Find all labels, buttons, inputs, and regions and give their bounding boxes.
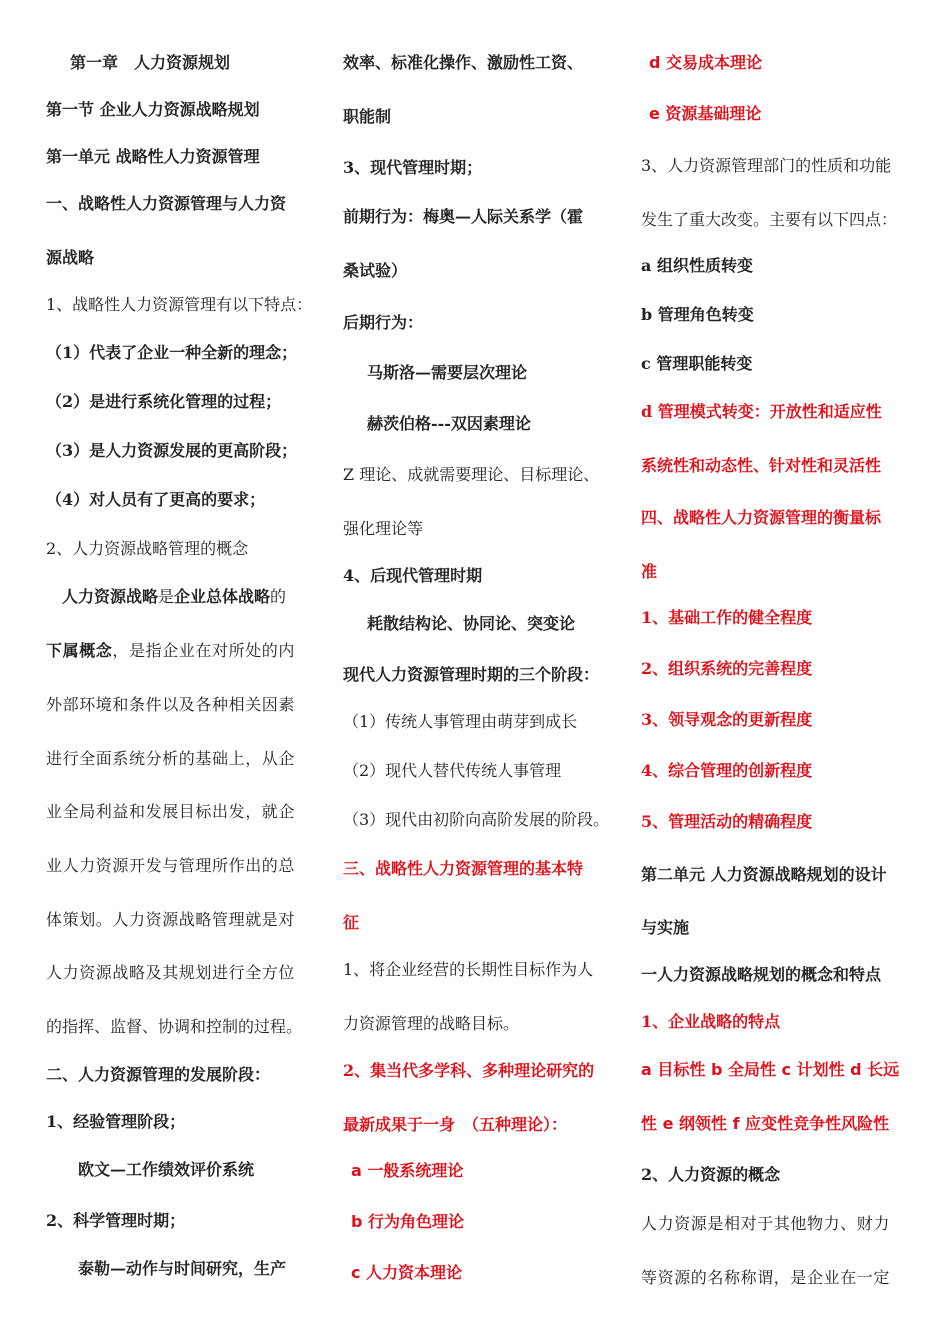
change-a: a 组织性质转变 xyxy=(641,256,753,275)
heading-4-line-2: 准 xyxy=(641,562,658,581)
unit-2-point-2: 2、人力资源的概念 xyxy=(641,1165,781,1184)
characteristic-2-line-2: 最新成果于一身 （五种理论）： xyxy=(343,1115,568,1134)
chapter-title: 第一章 人力资源规划 xyxy=(70,53,231,72)
section-title: 第一节 企业人力资源战略规划 xyxy=(46,100,260,119)
three-stages-2: （2）现代人替代传统人事管理 xyxy=(343,761,562,780)
text-is: 是 xyxy=(158,587,175,606)
early-behavior-line-2: 桑试验） xyxy=(343,261,408,280)
feature-3: （3）是人力资源发展的更高阶段； xyxy=(46,441,298,460)
stage-3: 3、现代管理时期； xyxy=(343,158,483,177)
characteristic-1-line-1: 1、将企业经营的长期性目标作为人 xyxy=(343,960,594,979)
definition-line-3: 外部环境和条件以及各种相关因素 xyxy=(46,695,296,714)
heading-3-line-2: 征 xyxy=(343,913,360,932)
heading-1-line-1: 一、战略性人力资源管理与人力资 xyxy=(46,194,287,213)
stage-4: 4、后现代管理时期 xyxy=(343,566,483,585)
stage-2: 2、科学管理时期； xyxy=(46,1211,186,1230)
stage-4-item: 耗散结构论、协同论、突变论 xyxy=(367,614,576,633)
measure-4: 4、综合管理的创新程度 xyxy=(641,761,813,780)
heading-4-line-1: 四、战略性人力资源管理的衡量标 xyxy=(641,508,882,527)
strategy-traits-line-1: a 目标性 b 全局性 c 计划性 d 长远 xyxy=(641,1060,900,1079)
unit-2-heading-1: 一人力资源战略规划的概念和特点 xyxy=(641,965,882,984)
measure-3: 3、领导观念的更新程度 xyxy=(641,710,813,729)
characteristic-1-line-2: 力资源管理的战略目标。 xyxy=(343,1014,520,1033)
definition-line-1 xyxy=(62,587,286,607)
three-stages-heading: 现代人力资源管理时期的三个阶段： xyxy=(343,665,600,684)
unit-2-title-line-2: 与实施 xyxy=(641,918,690,937)
heading-3-line-1: 三、战略性人力资源管理的基本特 xyxy=(343,859,584,878)
other-theories-line-2: 强化理论等 xyxy=(343,519,424,538)
unit-title: 第一单元 战略性人力资源管理 xyxy=(46,147,260,166)
maslow-theory: 马斯洛—需要层次理论 xyxy=(367,363,528,382)
unit-2-point-1: 1、企业战略的特点 xyxy=(641,1012,781,1031)
change-d-line-1: d 管理模式转变：开放性和适应性 xyxy=(641,402,882,421)
late-behavior: 后期行为： xyxy=(343,313,424,332)
paragraph-2: 2、人力资源战略管理的概念 xyxy=(46,539,249,558)
feature-2: （2）是进行系统化管理的过程； xyxy=(46,392,282,411)
theory-a: a 一般系统理论 xyxy=(351,1161,464,1180)
definition-line-2 xyxy=(46,641,295,661)
paragraph-1: 1、战略性人力资源管理有以下特点： xyxy=(46,295,313,314)
theory-d: d 交易成本理论 xyxy=(649,53,763,72)
paragraph-3-line-1: 3、人力资源管理部门的性质和功能 xyxy=(641,156,892,175)
paragraph-3-line-2: 发生了重大改变。主要有以下四点： xyxy=(641,210,898,229)
term-hr-strategy: 人力资源战略 xyxy=(62,587,159,606)
herzberg-theory: 赫茨伯格---双因素理论 xyxy=(367,414,531,433)
change-b: b 管理角色转变 xyxy=(641,305,754,324)
measure-5: 5、管理活动的精确程度 xyxy=(641,812,813,831)
definition-line-7: 体策划。人力资源战略管理就是对 xyxy=(46,910,296,929)
definition-line-6: 业人力资源开发与管理所作出的总 xyxy=(46,856,296,875)
change-c: c 管理职能转变 xyxy=(641,354,753,373)
three-stages-3: （3）现代由初阶向高阶发展的阶段。 xyxy=(343,810,610,829)
theory-e: e 资源基础理论 xyxy=(649,104,762,123)
hr-concept-line-1: 人力资源是相对于其他物力、财力 xyxy=(641,1214,891,1233)
three-stages-1: （1）传统人事管理由萌芽到成长 xyxy=(343,712,578,731)
measure-1: 1、基础工作的健全程度 xyxy=(641,608,813,627)
early-behavior-line-1: 前期行为：梅奥—人际关系学（霍 xyxy=(343,207,584,226)
characteristic-2-line-1: 2、集当代多学科、多种理论研究的 xyxy=(343,1061,595,1080)
term-overall-strategy: 企业总体战略 xyxy=(174,587,271,606)
definition-line-8: 人力资源战略及其规划进行全方位 xyxy=(46,963,296,982)
theory-c: c 人力资本理论 xyxy=(351,1263,463,1282)
definition-line-9: 的指挥、监督、协调和控制的过程。 xyxy=(46,1017,303,1036)
stage-2-item-end: 职能制 xyxy=(343,107,392,126)
other-theories-line-1: Z 理论、成就需要理论、目标理论、 xyxy=(343,465,600,484)
stage-2-item-continued: 效率、标准化操作、激励性工资、 xyxy=(343,53,584,72)
change-d-line-2: 系统性和动态性、针对性和灵活性 xyxy=(641,456,882,475)
stage-1: 1、经验管理阶段； xyxy=(46,1112,186,1131)
text-de: 的 xyxy=(270,587,287,606)
heading-1-line-2: 源战略 xyxy=(46,248,95,267)
definition-line-4: 进行全面系统分析的基础上，从企 xyxy=(46,749,296,768)
definition-line-5: 业全局利益和发展目标出发，就企 xyxy=(46,802,296,821)
stage-1-item: 欧文—工作绩效评价系统 xyxy=(78,1160,255,1179)
measure-2: 2、组织系统的完善程度 xyxy=(641,659,813,678)
heading-2: 二、人力资源管理的发展阶段： xyxy=(46,1065,271,1084)
feature-1: （1）代表了企业一种全新的理念； xyxy=(46,343,298,362)
hr-concept-line-2: 等资源的名称称谓，是企业在一定 xyxy=(641,1268,891,1287)
feature-4: （4）对人员有了更高的要求； xyxy=(46,490,266,509)
theory-b: b 行为角色理论 xyxy=(351,1212,465,1231)
term-subordinate: 下属概念 xyxy=(46,641,113,660)
stage-2-item: 泰勒—动作与时间研究，生产 xyxy=(78,1259,287,1278)
unit-2-title-line-1: 第二单元 人力资源战略规划的设计 xyxy=(641,865,887,884)
definition-line-2-rest: ，是指企业在对所处的内 xyxy=(112,641,296,660)
strategy-traits-line-2: 性 e 纲领性 f 应变性竞争性风险性 xyxy=(641,1114,890,1133)
